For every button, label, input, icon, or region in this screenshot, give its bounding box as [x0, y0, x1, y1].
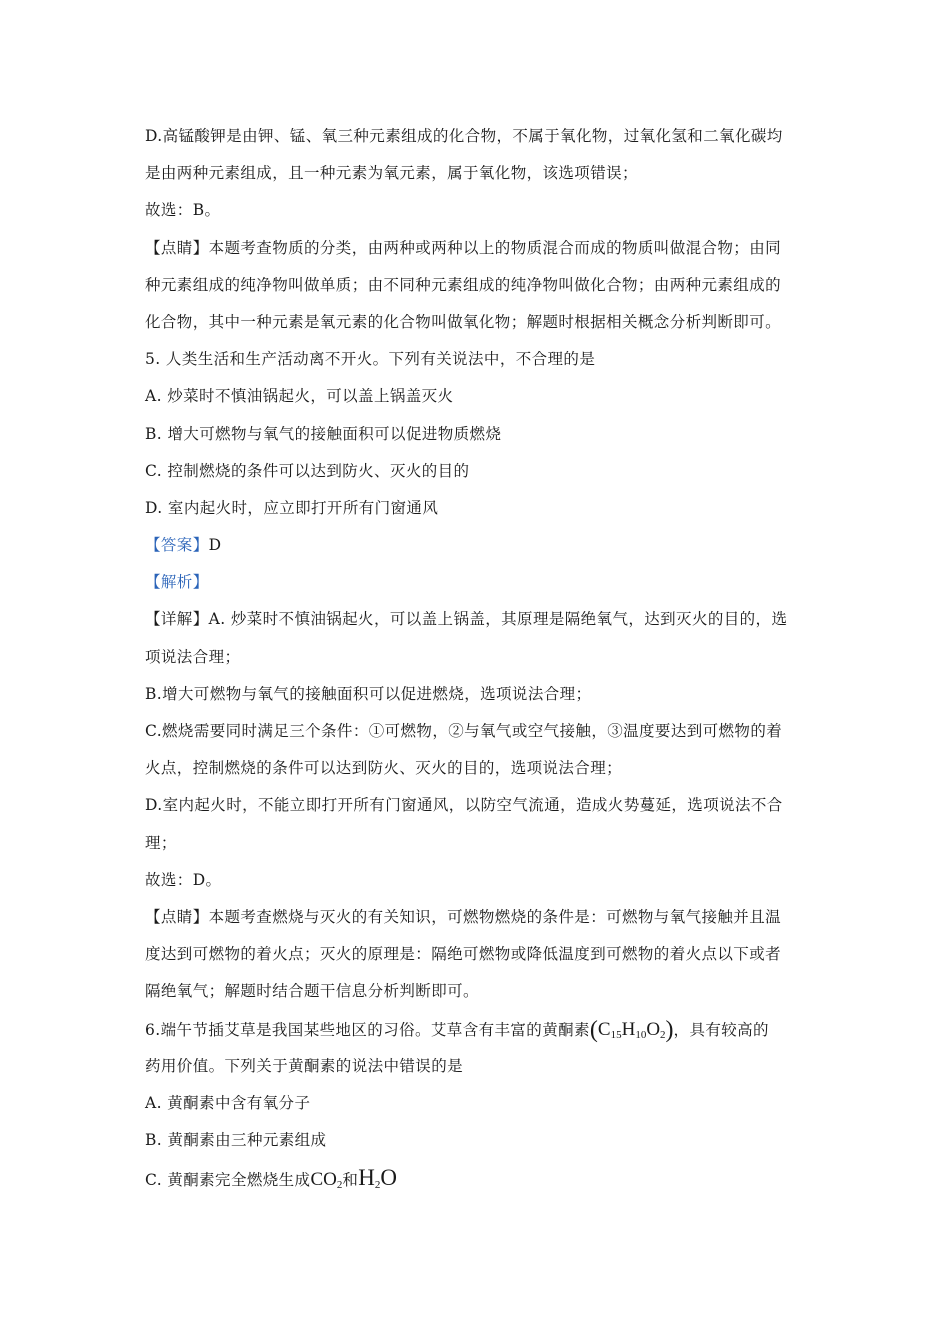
option-a: A. 黄酮素中含有氧分子 — [145, 1093, 311, 1112]
paren-close: ) — [665, 1016, 674, 1043]
document-page — [145, 118, 810, 1196]
subscript: 15 — [610, 1028, 622, 1041]
text-span: C. 黄酮素完全燃烧生成 — [145, 1171, 311, 1190]
text-span: 本题考查物质的分类，由两种或两种以上的物质混合而成的物质叫做混合物；由同 — [208, 238, 782, 257]
analysis-tag: 【解析】 — [145, 573, 209, 592]
formula-h2o — [358, 1165, 397, 1190]
answer-line — [145, 527, 810, 564]
subscript: 2 — [374, 1179, 381, 1192]
option-c: C. 控制燃烧的条件可以达到防火、灭火的目的 — [145, 461, 470, 480]
text-span: 和 — [342, 1171, 359, 1190]
element-h: H — [358, 1165, 375, 1191]
text-line: C.燃烧需要同时满足三个条件：①可燃物，②与氧气或空气接触，③温度要达到可燃物的着 — [145, 722, 783, 740]
dianjing-paragraph — [145, 230, 810, 267]
text-line: 故选：B。 — [145, 201, 221, 220]
text-span: 6.端午节插艾草是我国某些地区的习俗。艾草含有丰富的黄酮素 — [145, 1020, 590, 1039]
text-line: 理； — [145, 833, 177, 852]
subscript: 2 — [336, 1179, 343, 1192]
answer-tag: 【答案】 — [145, 536, 209, 555]
dianjing-tag: 【点睛】 — [145, 238, 209, 257]
text-line: 度达到可燃物的着火点；灭火的原理是：隔绝可燃物或降低温度到可燃物的着火点以下或者 — [145, 945, 782, 964]
text-line: 项说法合理； — [145, 647, 241, 666]
option-a: A. 炒菜时不慎油锅起火，可以盖上锅盖灭火 — [145, 387, 454, 406]
formula-co2 — [310, 1169, 342, 1190]
dianjing-paragraph — [145, 899, 810, 936]
subscript: 2 — [660, 1028, 666, 1041]
option-c — [145, 1159, 810, 1196]
element-co: CO — [310, 1169, 337, 1191]
text-line: 是由两种元素组成，且一种元素为氧元素，属于氧化物，该选项错误； — [145, 164, 638, 183]
text-span: A. 炒菜时不慎油锅起火，可以盖上锅盖，其原理是隔绝氧气，达到灭火的目的，选 — [208, 610, 788, 629]
dianjing-tag: 【点睛】 — [145, 907, 209, 926]
option-d: D. 室内起火时，应立即打开所有门窗通风 — [145, 498, 439, 517]
subscript: 10 — [635, 1028, 647, 1041]
answer-value: D — [208, 536, 222, 555]
option-b: B. 黄酮素由三种元素组成 — [145, 1131, 327, 1150]
text-span: ，具有较高的 — [673, 1020, 769, 1039]
paren-open: ( — [589, 1016, 598, 1043]
element-h: H — [621, 1018, 636, 1040]
detail-tag: 【详解】 — [145, 610, 209, 629]
text-line: 种元素组成的纯净物叫做单质；由不同种元素组成的纯净物叫做化合物；由两种元素组成的 — [145, 275, 782, 294]
text-line: 火点，控制燃烧的条件可以达到防火、灭火的目的，选项说法合理； — [145, 759, 623, 778]
text-line: 隔绝氧气；解题时结合题干信息分析判断即可。 — [145, 982, 479, 1001]
question-6 — [145, 1011, 810, 1048]
element-o: O — [646, 1018, 661, 1040]
text-line: D.高锰酸钾是由钾、锰、氧三种元素组成的化合物，不属于氧化物，过氧化氢和二氧化碳均 — [145, 127, 783, 145]
formula-flavone — [589, 1016, 674, 1043]
element-o: O — [380, 1165, 398, 1191]
text-line: 化合物，其中一种元素是氧元素的化合物叫做氧化物；解题时根据相关概念分析判断即可。 — [145, 312, 782, 331]
text-line: D.室内起火时，不能立即打开所有门窗通风，以防空气流通，造成火势蔓延，选项说法不合 — [145, 796, 783, 815]
option-b: B. 增大可燃物与氧气的接触面积可以促进物质燃烧 — [145, 424, 502, 443]
question-5: 5. 人类生活和生产活动离不开火。下列有关说法中，不合理的是 — [145, 350, 596, 369]
analysis-line — [145, 564, 810, 601]
text-line: 故选：D。 — [145, 870, 222, 889]
text-line: B.增大可燃物与氧气的接触面积可以促进燃烧，选项说法合理； — [145, 684, 592, 703]
text-line: 药用价值。下列关于黄酮素的说法中错误的是 — [145, 1056, 464, 1075]
detail-paragraph — [145, 601, 810, 638]
element-c: C — [597, 1018, 611, 1040]
text-span: 本题考查燃烧与灭火的有关知识，可燃物燃烧的条件是：可燃物与氧气接触并且温 — [208, 907, 782, 926]
